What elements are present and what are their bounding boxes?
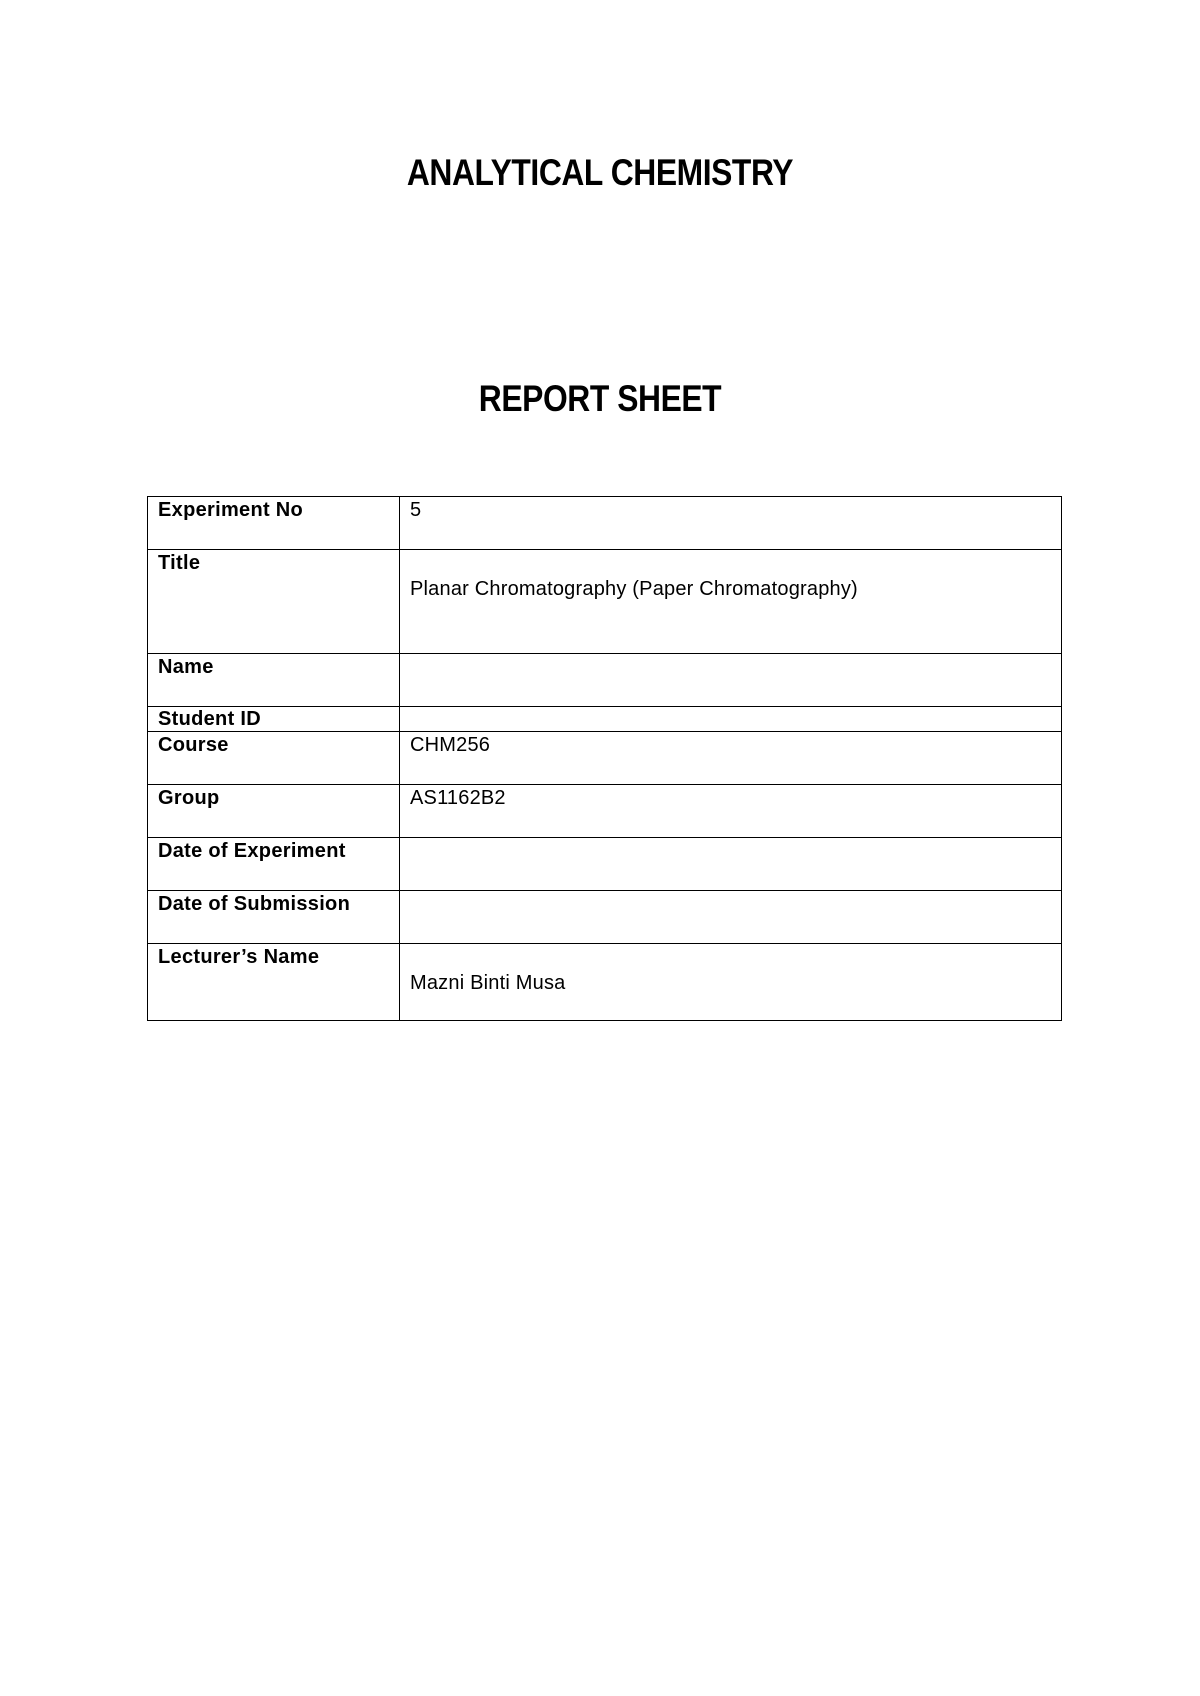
group-text: AS1162B2 [410, 787, 506, 809]
report-info-table [147, 496, 1062, 1021]
document-title: ANALYTICAL CHEMISTRY [406, 152, 794, 193]
report-sheet-heading: REPORT SHEET [478, 378, 722, 419]
experiment-no-text: 5 [410, 499, 422, 521]
name-value [400, 654, 1062, 707]
title-value [400, 550, 1062, 654]
date-of-experiment-value [400, 838, 1062, 891]
course-text: CHM256 [410, 734, 491, 756]
table-row-name [148, 654, 1062, 707]
date-of-submission-value [400, 891, 1062, 944]
table-row-lecturer-name [148, 944, 1062, 1021]
lecturer-name-value [400, 944, 1062, 1021]
table-row-student-id [148, 707, 1062, 732]
date-of-experiment-label: Date of Experiment [148, 838, 400, 891]
experiment-no-label: Experiment No [148, 497, 400, 550]
group-label: Group [148, 785, 400, 838]
table-row-experiment-no [148, 497, 1062, 550]
course-label: Course [148, 732, 400, 785]
date-of-submission-label: Date of Submission [148, 891, 400, 944]
lecturer-name-text: Mazni Binti Musa [410, 972, 566, 994]
experiment-no-value [400, 497, 1062, 550]
title-label: Title [148, 550, 400, 654]
group-value [400, 785, 1062, 838]
table-row-course [148, 732, 1062, 785]
table-row-date-of-submission [148, 891, 1062, 944]
table-row-date-of-experiment [148, 838, 1062, 891]
table-row-group [148, 785, 1062, 838]
lecturer-name-label: Lecturer’s Name [148, 944, 400, 1021]
student-id-value [400, 707, 1062, 732]
student-id-label: Student ID [148, 707, 400, 732]
title-text: Planar Chromatography (Paper Chromatography) [410, 578, 858, 600]
course-value [400, 732, 1062, 785]
name-label: Name [148, 654, 400, 707]
table-row-title [148, 550, 1062, 654]
